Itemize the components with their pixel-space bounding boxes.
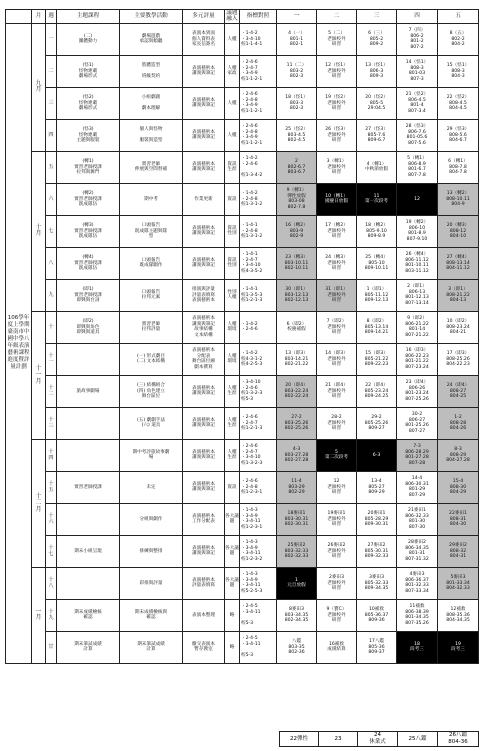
day-cell: 11（二） 803-2 802-3 — [277, 55, 317, 87]
month-cell: 十 二 月 — [32, 439, 46, 567]
methods-cell: 表演藝術本 講義與筆記 — [183, 247, 225, 279]
day-cell: 7-3 806-28.29 801-27.28 807-28 — [397, 439, 438, 471]
goal-cell: 口頭報告 既成隊劇作 — [120, 247, 183, 279]
day-cell: 13（即3） 803-14.21 802-21.22 — [277, 343, 317, 375]
table-row — [6, 87, 479, 119]
week-cell: 一 — [46, 23, 57, 55]
goal-cell: 分組與劇作 — [120, 503, 183, 535]
index-cell: ・1-4-3 ・3-4-9 ・3-4-11 校1-2-3-2 — [240, 535, 277, 567]
day-cell: 19 段考三 — [438, 631, 479, 663]
weekday-header-3: 三 — [357, 10, 397, 24]
month-cell: 九 月 — [32, 23, 46, 151]
day-cell: 26（轉4） 806-11.12 801-10.11 803-11.12 — [397, 247, 438, 279]
table-row — [6, 215, 479, 247]
day-cell: 21（即4） 老師校外 研習 — [317, 375, 357, 407]
methods-cell: 表演藝術本 分配表 舞台區位圖 劇本撰寫 — [183, 343, 225, 375]
methods-cell: 表演藝術本 講義與筆記 — [183, 535, 225, 567]
table-row — [6, 599, 479, 631]
topic-cell: (即2) 即興與角色 即興與道具 — [57, 311, 120, 343]
day-cell: 5 第二次段考 — [317, 439, 357, 471]
day-cell: 2 802-6.7 803-6.7 — [277, 151, 317, 183]
day-cell: 13（轉2） 808-10.11 804-9 — [438, 183, 479, 215]
day-cell: 12 — [397, 183, 438, 215]
index-cell: ・2-4-5 ・3-4-11 校5-3 — [240, 631, 277, 663]
table-row — [6, 375, 479, 407]
methods-cell: 表演藝術本 講義與筆記 — [183, 151, 225, 183]
issues-cell: 資訊 性別 — [225, 215, 240, 247]
table-row — [6, 439, 479, 471]
day-cell: 9（轉1） 彈性放假 803-08 802-7.8 — [277, 183, 317, 215]
topic-cell: (二) 團體動力 — [57, 23, 120, 55]
index-cell: ・3-4-10 ・2-4-6 校1-3-2-3 校5-3 — [240, 375, 277, 407]
methods-cell: 表演本到面 個人資料表 家長信簽名 — [183, 23, 225, 55]
day-cell: 27（轉4） 808-13.14 804-11.12 — [438, 247, 479, 279]
week-cell: 十三 — [46, 407, 57, 439]
goal-cell: 口頭報告 既成隊主題與隊 型 — [120, 215, 183, 247]
day-cell: 19（怪2） 老師校外 研習 — [317, 87, 357, 119]
day-cell: 29麥田2 808-32 804-31 — [438, 535, 479, 567]
day-cell: 八鑑 803-35 802-36 — [277, 631, 317, 663]
day-cell: 12補救 808-35.36 804-34.35 — [438, 599, 479, 631]
issues-cell: 資訊 生涯 — [225, 151, 240, 183]
index-cell: ・1-4-2 ・3-4-10 校1-1-4-1 — [240, 23, 277, 55]
index-cell: ・1-4-2 校4-3-1-2 校4-2-5-3 — [240, 343, 277, 375]
footer-cell: 22彈性 — [279, 731, 319, 747]
week-cell: 廿 — [46, 631, 57, 663]
goal-cell: 實習老師 伸展與空間替補 — [120, 151, 183, 183]
issues-cell: 資訊 性別 — [225, 247, 240, 279]
goal-cell: (五) 劇劇手法 (六) 道具 — [120, 407, 183, 439]
day-cell: 25（轉4） 805-10 809-10.11 — [357, 247, 397, 279]
day-cell: 6（三） 805-2 809-2 — [357, 23, 397, 55]
week-cell: 十七 — [46, 535, 57, 567]
index-cell: ・2-4-6 ・2-4-8 ・3-4-9 校1-1-2-1 — [240, 87, 277, 119]
table-row — [6, 151, 479, 183]
table-row — [6, 503, 479, 535]
index-cell: ・2-4-6 ・2-4-7 ・3-4-9 校1-1-2-1 — [240, 55, 277, 87]
day-cell: 30（即1） 803-12.13 802-12.13 — [277, 279, 317, 311]
day-cell: 27（怪3） 805-7.6 809-6.7 — [357, 119, 397, 151]
day-cell: 5（轉1） 806-8.9 801-6.7 807-7.8 — [397, 151, 438, 183]
index-cell: ・2-4-5 ・3-4-11 校5-3 — [240, 599, 277, 631]
day-cell: 4-3 803-27.28 802-27.28 — [277, 439, 317, 471]
day-cell: 4麥田3 806-36.37 801-32.33 807-33.34 — [397, 567, 438, 599]
week-cell: 二 — [46, 55, 57, 87]
week-cell: 六 — [46, 183, 57, 215]
day-cell: 9（寶C） 老師校外 研習 — [317, 599, 357, 631]
topic-cell — [57, 567, 120, 599]
day-cell: 14（即3） 老師校外 研習 — [317, 343, 357, 375]
day-cell: 19（轉2） 806-10 801-8.9 807-9.10 — [397, 215, 438, 247]
day-cell: 24（即4） 808-27 804-25 — [438, 375, 479, 407]
day-cell: 28（怪3） 806-7.6 801-05.6 807-5.6 — [397, 119, 438, 151]
index-cell: ・2-4-6 ・2-4-7 校1-2-1-3 — [240, 407, 277, 439]
day-cell: 27麥田2 805-30.31 809-32.33 — [357, 535, 397, 567]
footer-cell: 25八鑑 — [397, 731, 438, 747]
day-cell: 12 老師校外 研習 — [317, 471, 357, 503]
day-cell: 15（怪1） 808-3 804-3 — [438, 55, 479, 87]
month-cell: 十 月 — [32, 151, 46, 311]
table-row — [6, 311, 479, 343]
issues-cell: 人權 — [225, 87, 240, 119]
footer-cell: 23 — [318, 731, 358, 747]
day-cell: 27-2 803-25.26 802-25.26 — [277, 407, 317, 439]
day-cell: 16補救 成績結算 — [317, 631, 357, 663]
topic-cell — [57, 503, 120, 535]
index-cell: ・1-4-2 ・2-4-8 校1-3-1-2 — [240, 183, 277, 215]
day-cell: 18 段考三 — [397, 631, 438, 663]
issues-cell: 人權 家政 — [225, 55, 240, 87]
day-cell: 15-4 808-30 804-29 — [438, 471, 479, 503]
index-cell: ・2-4-6 ・2-4-8 校1-2-3-1 — [240, 471, 277, 503]
day-cell: 18（轉2） 805-9.10 809-8.9 — [357, 215, 397, 247]
day-cell: 21（怪2） 806-4.5 801-4 807-3.4 — [397, 87, 438, 119]
methods-cell: 表演藝術本 講義與筆記 故事結構 文本結構 — [183, 311, 225, 343]
week-cell: 八 — [46, 247, 57, 279]
day-cell: 22麥田1 808-31 804-30 — [438, 503, 479, 535]
day-cell: 16（轉2） 803-9 802-9 — [277, 215, 317, 247]
goal-cell: 彩排與評量 — [120, 567, 183, 599]
table-row — [6, 55, 479, 87]
topic-cell: (轉2) 實習老師授課 既成隊伍 — [57, 183, 120, 215]
goal-cell: 排練與整排 — [120, 535, 183, 567]
weekday-header-2: 二 — [317, 10, 357, 24]
methods-cell: 表演藝術本 講義與筆記 — [183, 471, 225, 503]
day-cell: 13（怪1） 806-3 809-3 — [357, 55, 397, 87]
goal-cell: 實習老師 拉邦評量 — [120, 311, 183, 343]
assessment-header: 多元評量 — [183, 10, 225, 24]
goal-cell: 期末成績檢核與 確認 — [120, 599, 183, 631]
issues-cell: 各大議 題 — [225, 503, 240, 535]
day-cell: 28-2 老師校外 研習 — [317, 407, 357, 439]
day-cell: 17八鑑 805-36 809-37 — [357, 631, 397, 663]
day-cell: 18（怪1） 803-3 802-3 — [277, 87, 317, 119]
day-cell: 29-2 805-25.26 809-27 — [357, 407, 397, 439]
day-cell: 13-4 805-27 809-29 — [357, 471, 397, 503]
day-cell: 3麥田3 805-32.33 809-34.35 — [357, 567, 397, 599]
day-cell: 22（怪2） 808-4.5 804-4.5 — [438, 87, 479, 119]
week-cell: 十二 — [46, 375, 57, 407]
day-cell: 3（轉1） 老師校外 研習 — [317, 151, 357, 183]
issues-cell: 人權 生涯 — [225, 375, 240, 407]
index-cell: ・1-4-3 ・3-4-9 ・3-4-11 校1-2-3-1 — [240, 503, 277, 535]
week-cell: 十 — [46, 311, 57, 343]
topic-cell — [57, 407, 120, 439]
issues-cell: 人權 生涯 — [225, 439, 240, 471]
day-cell: 23（轉3） 803-10.11 802-10.11 — [277, 247, 317, 279]
day-cell: 6（即2） 校慶補假 — [277, 311, 317, 343]
issues-cell: 人權 環境 — [225, 311, 240, 343]
day-cell: 16（即3） 806-22.23 801-21.22 807-23.24 — [397, 343, 438, 375]
issues-cell: 人權 — [225, 23, 240, 55]
issues-cell: 資訊 — [225, 183, 240, 215]
table-row — [6, 119, 479, 151]
index-cell: ・1-4-3 ・3-4-9 ・3-4-11 校5-2-5-3 — [240, 567, 277, 599]
day-cell: 25（怪2） 803-4.5 802-4.5 — [277, 119, 317, 151]
methods-cell: 表演藝術本 講義與筆記 — [183, 87, 225, 119]
methods-cell: 繳交表演本 暫存教室 — [183, 631, 225, 663]
topic-cell: (轉3) 實習老師授課 既成隊伍 — [57, 215, 120, 247]
index-cell: ・2-4-6 ・2-4-8 ・3-4-9 校1-1-2-1 — [240, 119, 277, 151]
header-row — [6, 10, 479, 24]
day-cell: 29（怪3） 808-5.6 804-6.7 — [438, 119, 479, 151]
goal-cell: 劇場遊戲 承認與傾聽 — [120, 23, 183, 55]
day-cell: 4（轉1） 中秋節放假 — [357, 151, 397, 183]
issues-cell: 性別 人權 — [225, 279, 240, 311]
term-header — [6, 10, 32, 24]
weekday-header-4: 四 — [397, 10, 438, 24]
day-cell: 6-3 — [357, 439, 397, 471]
issues-cell: 各大議 題 — [225, 535, 240, 567]
goal-cell: 期中考評旅故事劇 場 — [120, 439, 183, 471]
week-cell: 七 — [46, 215, 57, 247]
week-cell: 十八 — [46, 567, 57, 599]
day-cell: 11-4 803-29 802-29 — [277, 471, 317, 503]
day-cell: 19麥田1 老師校外 研習 — [317, 503, 357, 535]
day-cell: 6（轉1） 808-7.8 804-7.8 — [438, 151, 479, 183]
schedule-table — [5, 9, 479, 664]
day-cell: 28麥田2 806-34.35 801-31 807-31.32 — [397, 535, 438, 567]
topic-cell: (轉4) 實習老師授課 既成隊伍 — [57, 247, 120, 279]
day-cell: 8麥田3 803-34.35 802-34.35 — [277, 599, 317, 631]
day-cell: 4（一） 801-1 802-1 — [277, 23, 317, 55]
day-cell: 7（四） 806-2 801-2 807-2 — [397, 23, 438, 55]
goal-cell: (一) 形式劇目 (二) 文本結構 — [120, 343, 183, 375]
methods-cell: 表演藝術本 講義與筆記 — [183, 407, 225, 439]
day-cell: 1-2 808-28 804-26 — [438, 407, 479, 439]
day-cell: 1 元旦放假 — [277, 567, 317, 599]
week-cell: 十一 — [46, 343, 57, 375]
methods-cell: 表演藝術本 工作分配表 — [183, 503, 225, 535]
issues-cell: 人權 環境 — [225, 343, 240, 375]
table-row — [6, 567, 479, 599]
month-cell: 一 月 — [32, 567, 46, 663]
topic-cell: (轉1) 實習老師授課 拉邦與舞門 — [57, 151, 120, 183]
day-cell: 5（二） 老師校外 研習 — [317, 23, 357, 55]
day-cell: 20（即4） 803-22.24 802-22.24 — [277, 375, 317, 407]
day-cell: 10（轉1） 國慶日放假 — [317, 183, 357, 215]
day-cell: 1（即1） 805-11.12 809-12.13 — [357, 279, 397, 311]
table-row — [6, 279, 479, 311]
methods-cell: 表演藝術本 講義與筆記 — [183, 439, 225, 471]
table-row — [6, 471, 479, 503]
day-cell: 2（即1） 806-13 801-12.13 807-13.14 — [397, 279, 438, 311]
goal-cell: (三) 結構組合 (四) 角色建立 舞台區位 — [120, 375, 183, 407]
index-cell: ・1-4-1 ・2-4-8 校1-3-1-2 — [240, 215, 277, 247]
month-header: 月 — [32, 10, 46, 24]
topic-cell: 期末小組呈現 — [57, 535, 120, 567]
day-cell: 18麥田1 803-30.31 802-30.31 — [277, 503, 317, 535]
day-cell: 14（怪1） 808-3 801-03 807-3 — [397, 55, 438, 87]
methods-cell: 排演與評量 評量表填寫 表演藝術本 — [183, 279, 225, 311]
table-row — [6, 407, 479, 439]
week-cell: 十九 — [46, 599, 57, 631]
methods-cell: 表演本整理 — [183, 599, 225, 631]
day-cell: 8-3 808-29 804-27.28 — [438, 439, 479, 471]
topic-cell — [57, 343, 120, 375]
day-cell: 9（即2） 806-21.22 801-14 807-21.22 — [397, 311, 438, 343]
day-cell: 15（即3） 805-21.22 809-22.23 — [357, 343, 397, 375]
methods-cell: 表演藝術本 講義與筆記 — [183, 215, 225, 247]
week-cell: 四 — [46, 119, 57, 151]
day-cell: 2麥田3 老師校外 研習 — [317, 567, 357, 599]
index-cell: ・1-4-1 校1-3-5-3 校1-2-1-3 — [240, 279, 277, 311]
topic-cell: (怪3) 怪物連載 主題與服裝 — [57, 119, 120, 151]
day-cell: 30-2 806-27 801-25.26 807-27 — [397, 407, 438, 439]
goal-cell: 未定 — [120, 471, 183, 503]
footer-cell: 26八鑑 804-36 — [437, 731, 479, 747]
term-label: 106學年度上學期臺南市中國中學八年級表演藝術課程進度暨評量計劃 — [6, 23, 32, 663]
index-cell: ・1-4-1 ・2-4-7 ・3-4-10 校4-3-5-2 — [240, 247, 277, 279]
day-cell: 11補救 806-38.39 801-34.35 807-35.26 — [397, 599, 438, 631]
day-cell: 22（即4） 805-23.24 809-24.25 — [357, 375, 397, 407]
day-cell: 11 第一次段考 — [357, 183, 397, 215]
day-cell: 12（怪1） 老師校外 研習 — [317, 55, 357, 87]
methods-cell: 表演藝術本 評量表填寫 — [183, 567, 225, 599]
goal-cell: 期末筆試成績 計算 — [120, 631, 183, 663]
weekday-header-1: 一 — [277, 10, 317, 24]
goal-cell: 肢體造型 班級契約 — [120, 55, 183, 87]
table-row — [6, 631, 479, 663]
topic-cell: 期末成績檢核 確認 — [57, 599, 120, 631]
day-cell: 20（轉3） 808-12 804-10 — [438, 215, 479, 247]
day-cell: 5麥田3 801-33.34 804-32.33 — [438, 567, 479, 599]
day-cell: 20（怪2） 805-5 29:04.5 — [357, 87, 397, 119]
topic-cell: 期末筆試成績 計算 — [57, 631, 120, 663]
day-cell: 10補救 805-36.37 809-36 — [357, 599, 397, 631]
topic-cell: (怪2) 怪物連載 劇場形式 — [57, 87, 120, 119]
goal-cell: 小組劇創 劇本理解 — [120, 87, 183, 119]
goal-cell: 口頭報告 拉邦元素 — [120, 279, 183, 311]
table-row — [6, 535, 479, 567]
table-row — [6, 247, 479, 279]
week-cell: 十六 — [46, 503, 57, 535]
footer-row — [279, 731, 478, 745]
index-cell: ・1-4-2 ・2-4-6 — [240, 311, 277, 343]
methods-cell: 表演藝術本 講義與筆記 — [183, 119, 225, 151]
day-cell: 31（即1） 老師校外 研習 — [317, 279, 357, 311]
day-cell: 23（即4） 806-26 801-23.24 807-25.26 — [397, 375, 438, 407]
week-cell: 十四 — [46, 439, 57, 471]
day-cell: 3（即1） 808-21.22 804-13 — [438, 279, 479, 311]
table-row — [6, 23, 479, 55]
topic-cell: 旅故事劇場 — [57, 375, 120, 407]
day-cell: 7（即2） 老師校外 研習 — [317, 311, 357, 343]
issues-cell: 略 — [225, 599, 240, 631]
topic-header: 主題課程 — [57, 10, 120, 24]
activity-header: 主要教學活動 — [120, 10, 183, 24]
index-cell: ・1-4-2 ・2-4-6 校1-3-4-2 — [240, 151, 277, 183]
day-cell: 24（轉3） 老師校外 研習 — [317, 247, 357, 279]
day-cell: 17（即3） 808-25.26 804-22.23 — [438, 343, 479, 375]
table-row — [6, 343, 479, 375]
month-cell: 十 一 月 — [32, 311, 46, 439]
goal-cell: 期中考 — [120, 183, 183, 215]
topic-cell: 實習老師授課 — [57, 471, 120, 503]
day-cell: 26麥田2 老師校外 研習 — [317, 535, 357, 567]
issues-header: 議題融入 — [226, 10, 238, 23]
day-cell: 8（五） 802-2 804-2 — [438, 23, 479, 55]
goal-cell: 個人與怪物 服裝與造型 — [120, 119, 183, 151]
week-cell: 十五 — [46, 471, 57, 503]
topic-cell: (即1) 實習老師授課 即興與台詞 — [57, 279, 120, 311]
day-cell: 14-4 806-30.31 801-29 807-29 — [397, 471, 438, 503]
issues-cell: 人權 生涯 — [225, 407, 240, 439]
week-header: 週 — [46, 10, 57, 24]
day-cell: 26（怪3） 老師校外 研習 — [317, 119, 357, 151]
index-header: 指標對照 — [240, 10, 277, 24]
day-cell: 20麥田1 805-28.29 809-30.31 — [357, 503, 397, 535]
methods-cell: 表演藝術本 講義與筆記 — [183, 375, 225, 407]
table-row — [6, 183, 479, 215]
day-cell: 17（轉2） 老師校外 研習 — [317, 215, 357, 247]
footer-cell: 24 休業式 — [357, 731, 398, 747]
week-cell: 九 — [46, 279, 57, 311]
methods-cell: 表演藝術本 講義與筆記 — [183, 55, 225, 87]
issues-cell: 略 — [225, 631, 240, 663]
issues-cell: 各大議 題 — [225, 567, 240, 599]
weekday-header-5: 五 — [438, 10, 479, 24]
day-cell: 10（即2） 808-23.24 804-21 — [438, 311, 479, 343]
issues-cell: 資訊 — [225, 471, 240, 503]
issues-cell: 人權 — [225, 119, 240, 151]
week-cell: 五 — [46, 151, 57, 183]
week-cell: 三 — [46, 87, 57, 119]
index-cell: ・2-4-6 ・2-4-7 ・3-4-10 校1-3-2-3 — [240, 439, 277, 471]
topic-cell — [57, 439, 120, 471]
day-cell: 25麥田2 803-32.33 802-32.33 — [277, 535, 317, 567]
methods-cell: 作業更新 — [183, 183, 225, 215]
topic-cell: (怪1) 怪物連載 劇場形式 — [57, 55, 120, 87]
day-cell: 21麥田1 806-32.33 801-30 807-30 — [397, 503, 438, 535]
day-cell: 8（即2） 805-13.14 809-14.21 — [357, 311, 397, 343]
